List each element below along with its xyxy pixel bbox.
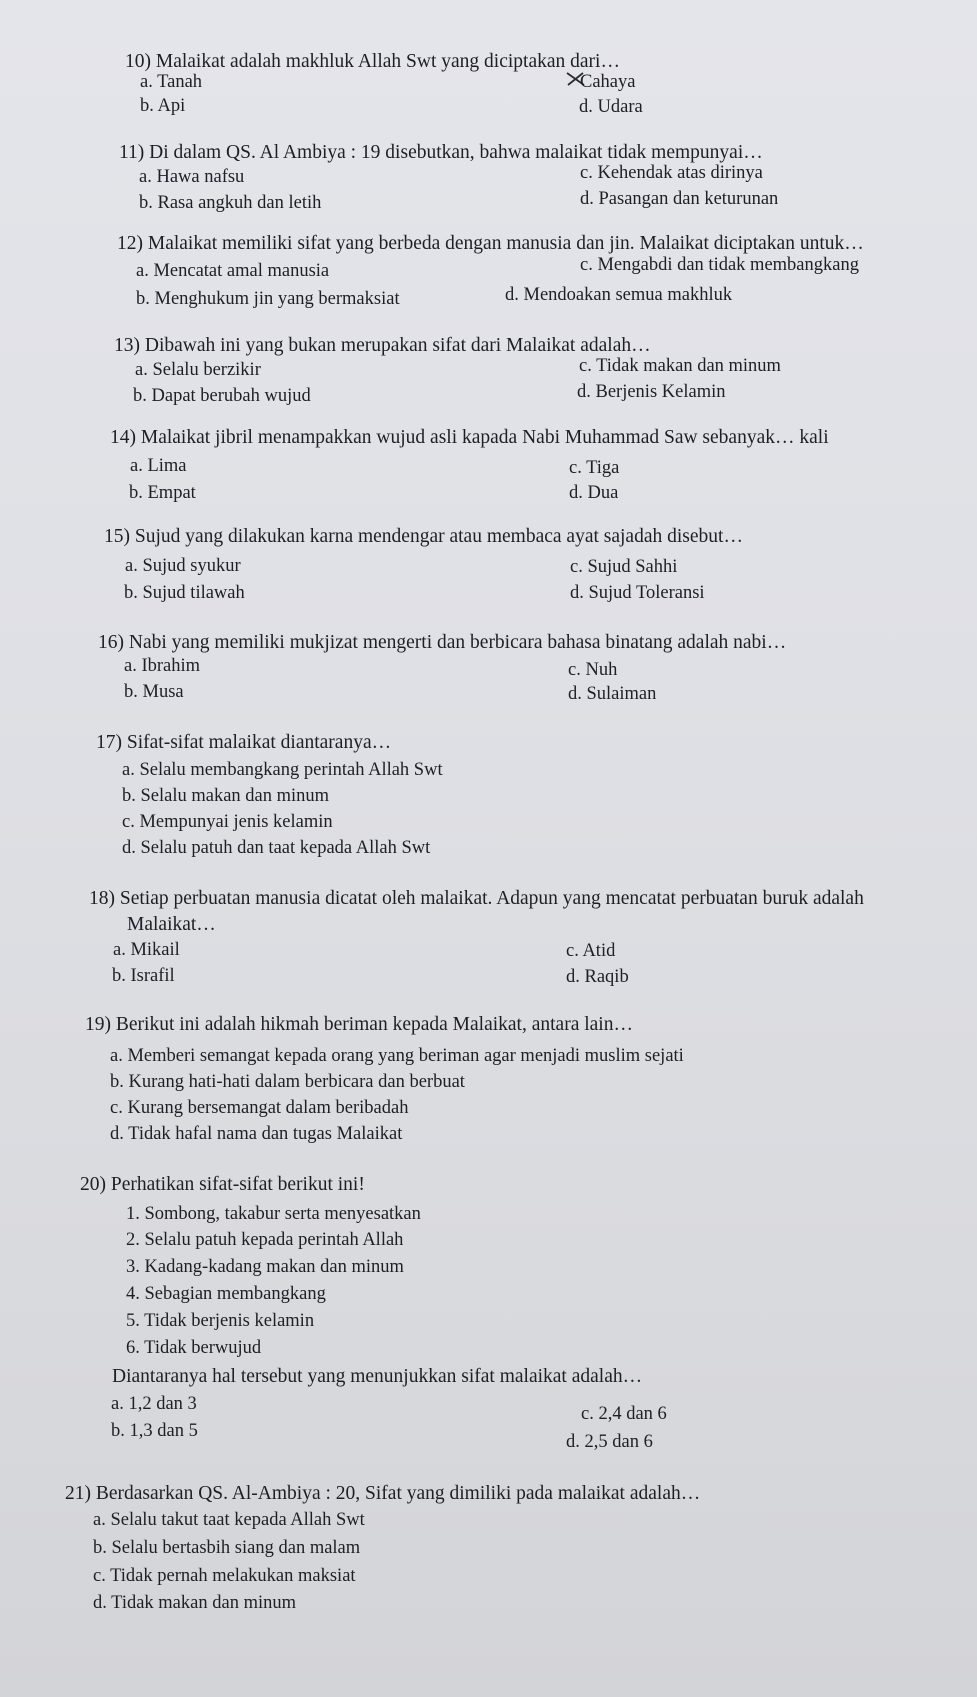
- q14-option-b[interactable]: b. Empat: [129, 483, 196, 503]
- question-10-stem: 10) Malaikat adalah makhluk Allah Swt yang diciptakan dari…: [125, 51, 620, 72]
- q13-option-c[interactable]: c. Tidak makan dan minum: [579, 356, 781, 376]
- q17-option-d[interactable]: d. Selalu patuh dan taat kepada Allah Swt: [122, 838, 431, 858]
- q14-option-a[interactable]: a. Lima: [130, 456, 187, 476]
- q21-option-a[interactable]: a. Selalu takut taat kepada Allah Swt: [93, 1510, 365, 1530]
- question-14-stem: 14) Malaikat jibril menampakkan wujud asli kapada Nabi Muhammad Saw sebanyak… kali: [110, 427, 829, 448]
- q15-option-c[interactable]: c. Sujud Sahhi: [570, 557, 678, 577]
- q20-option-a[interactable]: a. 1,2 dan 3: [111, 1394, 197, 1414]
- q10-option-a[interactable]: a. Tanah: [140, 72, 203, 92]
- q17-option-b[interactable]: b. Selalu makan dan minum: [122, 786, 330, 806]
- q11-option-a[interactable]: a. Hawa nafsu: [139, 167, 245, 187]
- q12-option-b[interactable]: b. Menghukum jin yang bermaksiat: [136, 289, 400, 309]
- q21-option-b[interactable]: b. Selalu bertasbih siang dan malam: [93, 1538, 361, 1558]
- q18-option-c[interactable]: c. Atid: [566, 941, 616, 961]
- q20-statement-1: 1. Sombong, takabur serta menyesatkan: [126, 1204, 421, 1224]
- q10-option-b[interactable]: b. Api: [140, 96, 186, 116]
- question-18-stem: 18) Setiap perbuatan manusia dicatat oleh malaikat. Adapun yang mencatat perbuatan buruk adalah: [89, 888, 864, 909]
- q20-statement-5: 5. Tidak berjenis kelamin: [126, 1311, 315, 1331]
- q19-option-c[interactable]: c. Kurang bersemangat dalam beribadah: [110, 1098, 409, 1118]
- q12-option-a[interactable]: a. Mencatat amal manusia: [136, 261, 330, 281]
- q16-option-d[interactable]: d. Sulaiman: [568, 684, 657, 704]
- question-20-stem: 20) Perhatikan sifat-sifat berikut ini!: [80, 1174, 365, 1195]
- q20-statement-6: 6. Tidak berwujud: [126, 1338, 262, 1358]
- q16-option-b[interactable]: b. Musa: [124, 682, 184, 702]
- q19-option-a[interactable]: a. Memberi semangat kepada orang yang beriman agar menjadi muslim sejati: [110, 1046, 684, 1066]
- q21-option-d[interactable]: d. Tidak makan dan minum: [93, 1593, 296, 1613]
- q10-option-c[interactable]: Cahaya: [580, 72, 636, 92]
- q11-option-c[interactable]: c. Kehendak atas dirinya: [580, 163, 763, 183]
- question-15-stem: 15) Sujud yang dilakukan karna mendengar atau membaca ayat sajadah disebut…: [104, 526, 743, 547]
- q21-option-c[interactable]: c. Tidak pernah melakukan maksiat: [93, 1566, 356, 1586]
- q20-option-c[interactable]: c. 2,4 dan 6: [581, 1404, 667, 1424]
- q11-option-b[interactable]: b. Rasa angkuh dan letih: [139, 193, 322, 213]
- q20-statement-2: 2. Selalu patuh kepada perintah Allah: [126, 1230, 404, 1250]
- question-11-stem: 11) Di dalam QS. Al Ambiya : 19 disebutkan, bahwa malaikat tidak mempunyai…: [119, 142, 763, 163]
- q12-option-d[interactable]: d. Mendoakan semua makhluk: [505, 285, 733, 305]
- question-21-stem: 21) Berdasarkan QS. Al-Ambiya : 20, Sifat yang dimiliki pada malaikat adalah…: [65, 1483, 701, 1504]
- q13-option-a[interactable]: a. Selalu berzikir: [135, 360, 261, 380]
- q16-option-c[interactable]: c. Nuh: [568, 660, 618, 680]
- q17-option-c[interactable]: c. Mempunyai jenis kelamin: [122, 812, 333, 832]
- q18-option-d[interactable]: d. Raqib: [566, 967, 629, 987]
- question-16-stem: 16) Nabi yang memiliki mukjizat mengerti dan berbicara bahasa binatang adalah nabi…: [98, 632, 787, 653]
- question-13-stem: 13) Dibawah ini yang bukan merupakan sifat dari Malaikat adalah…: [114, 335, 651, 356]
- question-20-prompt: Diantaranya hal tersebut yang menunjukkan sifat malaikat adalah…: [112, 1366, 643, 1387]
- q19-option-d[interactable]: d. Tidak hafal nama dan tugas Malaikat: [110, 1124, 403, 1144]
- q10-option-d[interactable]: d. Udara: [579, 97, 643, 117]
- q13-option-b[interactable]: b. Dapat berubah wujud: [133, 386, 311, 406]
- question-17-stem: 17) Sifat-sifat malaikat diantaranya…: [96, 732, 392, 753]
- q18-option-a[interactable]: a. Mikail: [113, 940, 180, 960]
- q15-option-b[interactable]: b. Sujud tilawah: [124, 583, 245, 603]
- q14-option-d[interactable]: d. Dua: [569, 483, 619, 503]
- q20-option-d[interactable]: d. 2,5 dan 6: [566, 1432, 653, 1452]
- q15-option-a[interactable]: a. Sujud syukur: [125, 556, 241, 576]
- q17-option-a[interactable]: a. Selalu membangkang perintah Allah Swt: [122, 760, 443, 780]
- q13-option-d[interactable]: d. Berjenis Kelamin: [577, 382, 726, 402]
- q20-statement-3: 3. Kadang-kadang makan dan minum: [126, 1257, 404, 1277]
- q16-option-a[interactable]: a. Ibrahim: [124, 656, 201, 676]
- question-18-stem-continued: Malaikat…: [127, 914, 216, 935]
- q19-option-b[interactable]: b. Kurang hati-hati dalam berbicara dan berbuat: [110, 1072, 465, 1092]
- q15-option-d[interactable]: d. Sujud Toleransi: [570, 583, 705, 603]
- q12-option-c[interactable]: c. Mengabdi dan tidak membangkang: [580, 255, 859, 275]
- q11-option-d[interactable]: d. Pasangan dan keturunan: [580, 189, 779, 209]
- question-19-stem: 19) Berikut ini adalah hikmah beriman kepada Malaikat, antara lain…: [85, 1014, 633, 1035]
- q20-statement-4: 4. Sebagian membangkang: [126, 1284, 326, 1304]
- q20-option-b[interactable]: b. 1,3 dan 5: [111, 1421, 198, 1441]
- question-12-stem: 12) Malaikat memiliki sifat yang berbeda dengan manusia dan jin. Malaikat diciptakan untuk…: [117, 233, 864, 254]
- q18-option-b[interactable]: b. Israfil: [112, 966, 175, 986]
- q14-option-c[interactable]: c. Tiga: [569, 458, 620, 478]
